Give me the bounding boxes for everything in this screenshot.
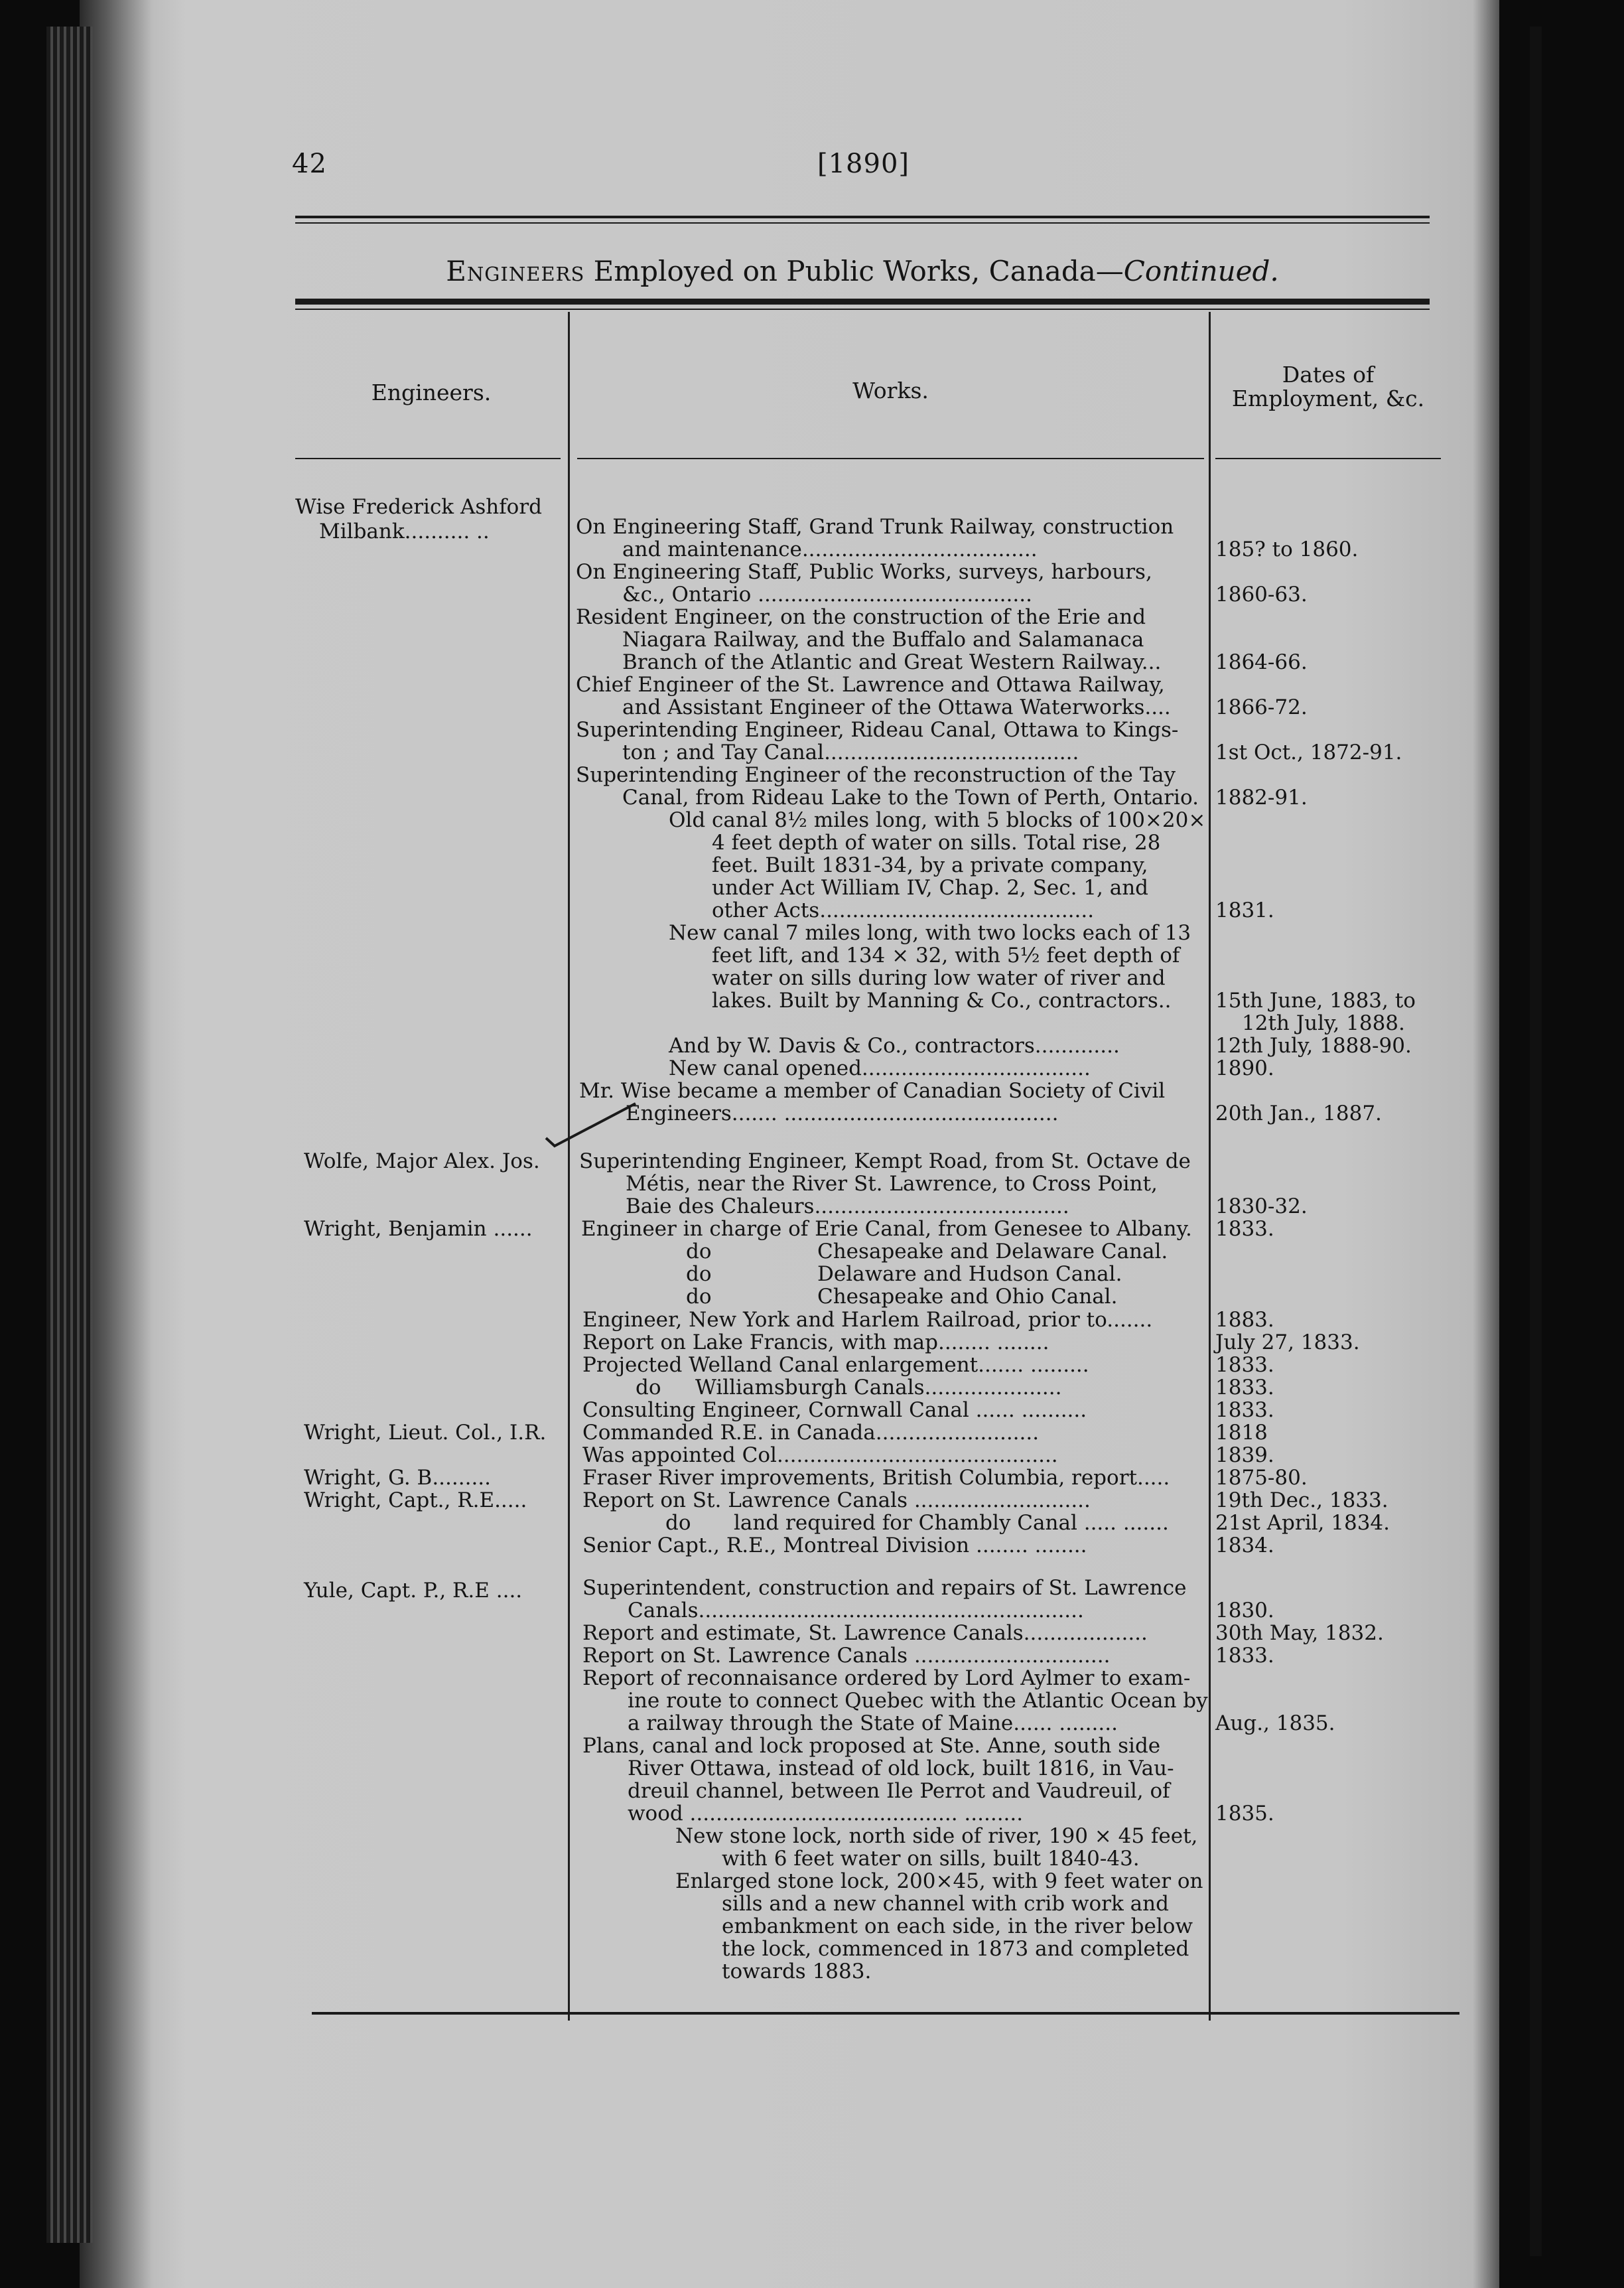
page-stack-edge: [46, 27, 93, 2243]
works-line: Superintendent, construction and repairs of St. Lawrence: [582, 1576, 1187, 1600]
date-entry: 1830.: [1215, 1599, 1274, 1622]
date-entry: 1875-80.: [1215, 1466, 1308, 1490]
works-line: Plans, canal and lock proposed at Ste. Anne, south side: [582, 1734, 1161, 1758]
works-line: dreuil channel, between Ile Perrot and Vaudreuil, of: [628, 1779, 1170, 1803]
date-entry: 1833.: [1215, 1398, 1274, 1422]
date-entry: 19th Dec., 1833.: [1215, 1488, 1388, 1512]
date-entry: 21st April, 1834.: [1215, 1511, 1390, 1535]
works-line: water on sills during low water of river and: [712, 966, 1166, 990]
date-entry: 1835.: [1215, 1802, 1274, 1825]
works-line: do: [686, 1285, 712, 1309]
engineer-name: Wright, Benjamin ......: [304, 1217, 533, 1241]
title-rule-thin: [295, 309, 1430, 310]
date-entry: 30th May, 1832.: [1215, 1621, 1384, 1645]
works-line: Chesapeake and Delaware Canal.: [817, 1240, 1168, 1263]
works-line: lakes. Built by Manning & Co., contractors..: [712, 989, 1172, 1013]
works-line: Baie des Chaleurs.......................................: [626, 1194, 1069, 1218]
column-header-dates-2: Employment, &c.: [1231, 386, 1425, 411]
works-line: Chesapeake and Ohio Canal.: [817, 1285, 1118, 1309]
works-line: and maintenance....................................: [622, 537, 1038, 561]
date-entry: 20th Jan., 1887.: [1215, 1102, 1382, 1125]
works-line: feet. Built 1831-34, by a private company,: [712, 853, 1148, 877]
date-entry: 1833.: [1215, 1376, 1274, 1399]
works-line: Fraser River improvements, British Columbia, report.....: [582, 1466, 1170, 1490]
works-line: Niagara Railway, and the Buffalo and Salamanaca: [622, 628, 1144, 652]
works-line: Engineer in charge of Erie Canal, from Genesee to Albany.: [581, 1217, 1192, 1241]
works-line: Superintending Engineer, Rideau Canal, Ottawa to Kings-: [576, 718, 1179, 742]
engineer-name: Wright, G. B.........: [304, 1466, 492, 1490]
date-entry: 1833.: [1215, 1353, 1274, 1377]
works-line: Chief Engineer of the St. Lawrence and Ottawa Railway,: [576, 673, 1165, 697]
date-entry: 1890.: [1215, 1056, 1274, 1080]
works-line: Resident Engineer, on the construction of the Erie and: [576, 605, 1146, 629]
works-line: do: [665, 1511, 691, 1535]
top-rule-thin: [295, 222, 1430, 224]
works-line: Engineer, New York and Harlem Railroad, prior to.......: [582, 1308, 1153, 1332]
engineer-name: Yule, Capt. P., R.E ....: [304, 1579, 523, 1603]
works-line: embankment on each side, in the river below: [722, 1914, 1193, 1938]
works-line: Report on St. Lawrence Canals ...........................: [582, 1488, 1091, 1512]
works-line: Report of reconnaisance ordered by Lord Aylmer to exam-: [582, 1666, 1191, 1690]
works-line: Branch of the Atlantic and Great Western Railway...: [622, 650, 1162, 674]
column-divider-left: [568, 312, 570, 2021]
works-line: land required for Chambly Canal ..... .......: [734, 1511, 1169, 1535]
date-entry: 1833.: [1215, 1644, 1274, 1668]
works-line: Report on St. Lawrence Canals ..............................: [582, 1644, 1111, 1668]
works-line: ine route to connect Quebec with the Atlantic Ocean by: [628, 1689, 1208, 1713]
date-entry: 12th July, 1888.: [1242, 1011, 1405, 1035]
works-line: a railway through the State of Maine...... .........: [628, 1711, 1118, 1735]
works-line: Commanded R.E. in Canada.........................: [582, 1421, 1040, 1445]
engineer-name: Wright, Capt., R.E.....: [304, 1488, 527, 1512]
works-line: Superintending Engineer of the reconstruction of the Tay: [576, 763, 1176, 787]
works-line: Canal, from Rideau Lake to the Town of Perth, Ontario.: [622, 786, 1199, 810]
page-number: 42: [292, 149, 327, 179]
works-line: Superintending Engineer, Kempt Road, from St. Octave de: [579, 1149, 1191, 1173]
column-header-works: Works.: [852, 378, 929, 403]
page-year: [1890]: [817, 149, 910, 179]
works-line: Report and estimate, St. Lawrence Canals...................: [582, 1621, 1148, 1645]
header-rule-engineers: [295, 458, 561, 459]
header-rule-dates: [1215, 458, 1441, 459]
works-line: New canal 7 miles long, with two locks each of 13: [669, 921, 1191, 945]
title-lead: Engineers: [446, 255, 585, 287]
check-mark-icon: [543, 1098, 642, 1151]
works-line: 4 feet depth of water on sills. Total rise, 28: [712, 831, 1161, 855]
column-header-dates-1: Dates of: [1282, 362, 1375, 388]
works-line: the lock, commenced in 1873 and completed: [722, 1937, 1189, 1961]
date-entry: 1864-66.: [1215, 650, 1308, 674]
date-entry: 1834.: [1215, 1534, 1274, 1557]
works-line: and Assistant Engineer of the Ottawa Waterworks....: [622, 695, 1171, 719]
works-line: do: [686, 1262, 712, 1286]
date-entry: 185? to 1860.: [1215, 537, 1359, 561]
works-line: Consulting Engineer, Cornwall Canal ...... ..........: [582, 1398, 1087, 1422]
date-entry: 15th June, 1883, to: [1215, 989, 1416, 1013]
works-line: towards 1883.: [722, 1960, 872, 1983]
date-entry: 1833.: [1215, 1217, 1274, 1241]
date-entry: 1866-72.: [1215, 695, 1308, 719]
works-line: Mr. Wise became a member of Canadian Society of Civil: [579, 1079, 1166, 1103]
date-entry: 1830-32.: [1215, 1194, 1308, 1218]
date-entry: 1883.: [1215, 1308, 1274, 1332]
works-line: River Ottawa, instead of old lock, built 1816, in Vau-: [628, 1756, 1174, 1780]
bottom-rule: [312, 2012, 1459, 2015]
works-line: Canals...........................................................: [628, 1599, 1084, 1622]
works-line: &c., Ontario ..........................................: [622, 583, 1032, 607]
engineer-name: Wright, Lieut. Col., I.R.: [304, 1421, 547, 1445]
works-line: Report on Lake Francis, with map........ ........: [582, 1330, 1049, 1354]
works-line: Métis, near the River St. Lawrence, to Cross Point,: [626, 1172, 1158, 1196]
works-line: under Act William IV, Chap. 2, Sec. 1, and: [712, 876, 1149, 900]
works-line: do: [686, 1240, 712, 1263]
works-line: with 6 feet water on sills, built 1840-43.: [722, 1847, 1140, 1871]
works-line: On Engineering Staff, Grand Trunk Railway, construction: [576, 515, 1174, 539]
works-line: Delaware and Hudson Canal.: [817, 1262, 1122, 1286]
title-rule: [295, 299, 1430, 305]
works-line: Engineers....... ..........................................: [626, 1102, 1059, 1125]
works-line: do: [636, 1376, 661, 1399]
date-entry: 1839.: [1215, 1443, 1274, 1467]
engineer-name: Wise Frederick Ashford: [295, 495, 542, 519]
works-line: And by W. Davis & Co., contractors.............: [669, 1034, 1120, 1058]
column-divider-right: [1209, 312, 1211, 2021]
top-rule: [295, 216, 1430, 218]
header-rule-works: [577, 458, 1204, 459]
works-line: New stone lock, north side of river, 190 × 45 feet,: [675, 1824, 1198, 1848]
works-line: sills and a new channel with crib work and: [722, 1892, 1169, 1916]
title-italic: Continued.: [1123, 255, 1279, 287]
works-line: wood ......................................... .........: [628, 1802, 1024, 1825]
date-entry: 1818: [1215, 1421, 1268, 1445]
works-line: ton ; and Tay Canal.......................................: [622, 741, 1079, 764]
date-entry: 1882-91.: [1215, 786, 1308, 810]
works-line: Senior Capt., R.E., Montreal Division ........ ........: [582, 1534, 1087, 1557]
works-line: feet lift, and 134 × 32, with 5½ feet depth of: [712, 944, 1180, 967]
title-main: Employed on Public Works, Canada—: [593, 255, 1124, 287]
works-line: Old canal 8½ miles long, with 5 blocks of 100×20×: [669, 808, 1206, 832]
engineer-name: Wolfe, Major Alex. Jos.: [304, 1149, 540, 1173]
date-entry: Aug., 1835.: [1215, 1711, 1335, 1735]
table-title: [295, 255, 1430, 288]
facing-page-edge: [1530, 27, 1542, 2256]
works-line: Was appointed Col...........................................: [582, 1443, 1058, 1467]
works-line: Williamsburgh Canals.....................: [695, 1376, 1062, 1399]
date-entry: 1860-63.: [1215, 583, 1308, 607]
works-line: On Engineering Staff, Public Works, surveys, harbours,: [576, 560, 1152, 584]
works-line: New canal opened...................................: [669, 1056, 1091, 1080]
date-entry: July 27, 1833.: [1215, 1330, 1360, 1354]
date-entry: 12th July, 1888-90.: [1215, 1034, 1412, 1058]
works-line: Enlarged stone lock, 200×45, with 9 feet water on: [675, 1869, 1203, 1893]
date-entry: 1st Oct., 1872-91.: [1215, 741, 1402, 764]
engineer-name: Milbank.......... ..: [319, 520, 490, 543]
works-line: other Acts..........................................: [712, 898, 1095, 922]
date-entry: 1831.: [1215, 898, 1274, 922]
column-header-engineers: Engineers.: [371, 380, 492, 405]
works-line: Projected Welland Canal enlargement....... .........: [582, 1353, 1089, 1377]
